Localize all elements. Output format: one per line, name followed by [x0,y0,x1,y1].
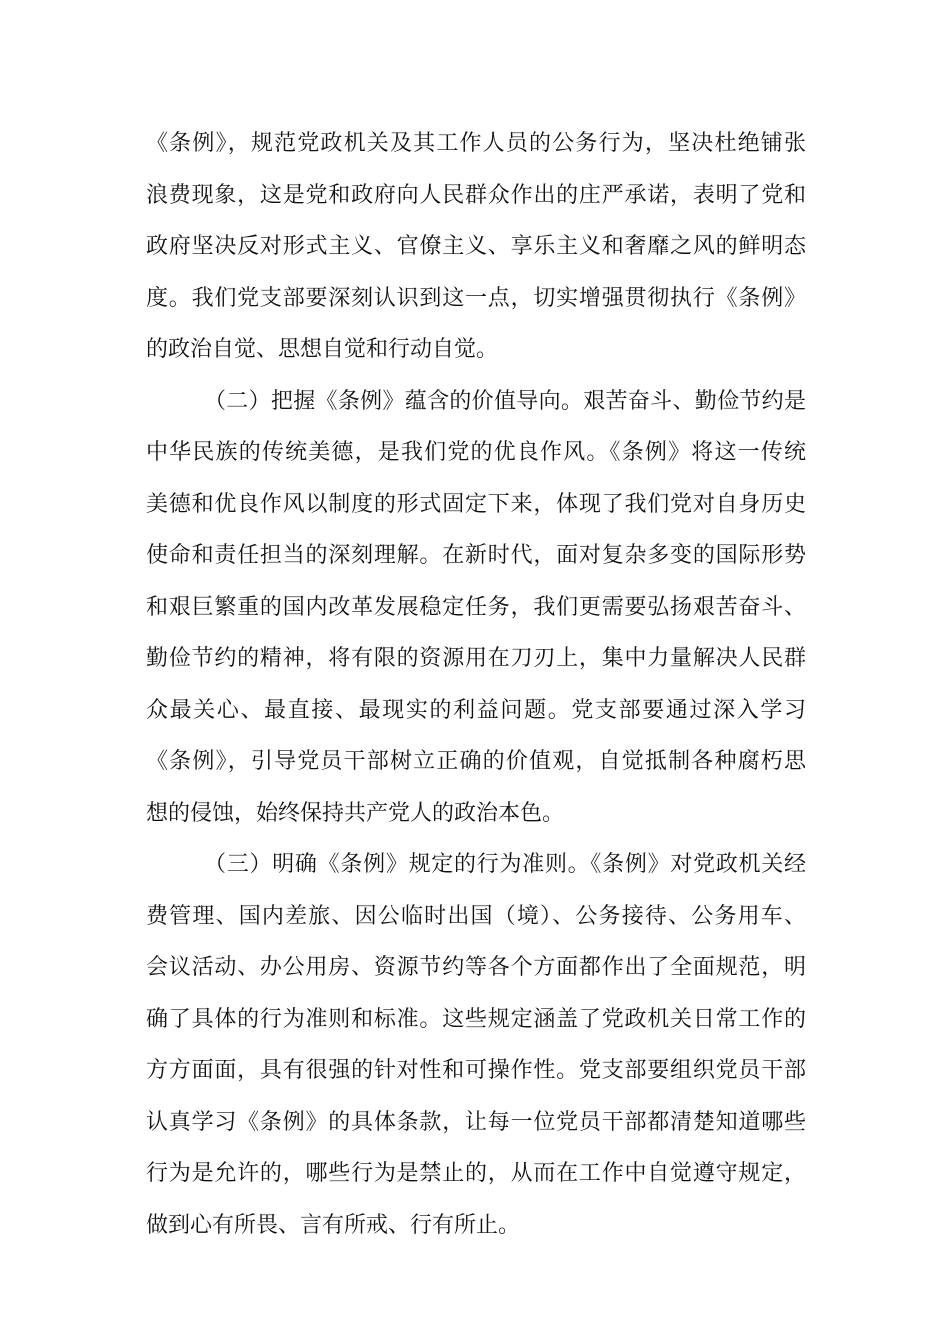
text-line: 行为是允许的，哪些行为是禁止的，从而在工作中自觉遵守规定， [146,1161,806,1186]
text-line: 勤俭节约的精神，将有限的资源用在刀刃上，集中力量解决人民群 [146,646,806,671]
paragraph-2 [146,376,806,840]
text-line: 和艰巨繁重的国内改革发展稳定任务，我们更需要弘扬艰苦奋斗、 [146,594,806,620]
text-line: 浪费现象，这是党和政府向人民群众作出的庄严承诺，表明了党和 [146,182,806,208]
text-line: 度。我们党支部要深刻认识到这一点，切实增强贯彻执行《条例》 [146,285,806,311]
text-line: 《条例》，引导党员干部树立正确的价值观，自觉抵制各种腐朽思 [146,749,806,774]
text-line: 做到心有所畏、言有所戒、行有所止。 [146,1212,521,1238]
text-line: 想的侵蚀，始终保持共产党人的政治本色。 [146,800,565,826]
text-line: 政府坚决反对形式主义、官僚主义、享乐主义和奢靡之风的鲜明态 [146,234,806,259]
text-line: 《条例》，规范党政机关及其工作人员的公务行为，坚决杜绝铺张 [146,131,806,156]
paragraph-3 [146,839,806,1251]
text-line: 的政治自觉、思想自觉和行动自觉。 [146,337,499,362]
paragraph-1 [146,118,806,376]
text-line: 美德和优良作风以制度的形式固定下来，体现了我们党对自身历史 [146,491,806,517]
text-line: 方方面面，具有很强的针对性和可操作性。党支部要组织党员干部 [146,1058,806,1083]
text-line: 使命和责任担当的深刻理解。在新时代，面对复杂多变的国际形势 [146,543,806,568]
document-body [146,118,806,1251]
text-line: 众最关心、最直接、最现实的利益问题。党支部要通过深入学习 [146,697,806,723]
text-line: （三）明确《条例》规定的行为准则。《条例》对党政机关经 [204,852,806,877]
text-line: 确了具体的行为准则和标准。这些规定涵盖了党政机关日常工作的 [146,1006,806,1032]
text-line: 费管理、国内差旅、因公临时出国（境）、公务接待、公务用车、 [146,903,806,929]
text-line: （二）把握《条例》蕴含的价值导向。艰苦奋斗、勤俭节约是 [204,388,806,414]
text-line: 会议活动、办公用房、资源节约等各个方面都作出了全面规范，明 [146,955,806,980]
text-line: 中华民族的传统美德，是我们党的优良作风。《条例》将这一传统 [146,440,806,465]
text-line: 认真学习《条例》的具体条款，让每一位党员干部都清楚知道哪些 [146,1109,806,1135]
